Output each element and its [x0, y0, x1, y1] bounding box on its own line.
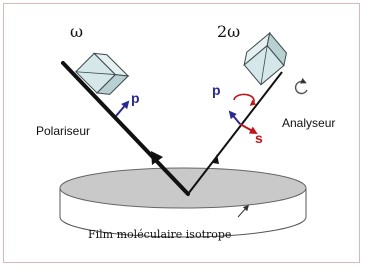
rotation-arrow-icon [234, 94, 254, 104]
p-incident-label: p [131, 90, 140, 106]
analyzer-prism-icon [239, 33, 291, 85]
analyzer-rotation-icon [296, 81, 307, 93]
p-reflected-label: p [212, 82, 221, 98]
p-incident-arrow [116, 102, 128, 116]
polarizer-prism-icon [76, 48, 128, 100]
analyseur-label: Analyseur [282, 116, 336, 130]
s-reflected-label: s [255, 130, 263, 146]
film-disk [60, 168, 306, 237]
s-reflected-arrow [240, 124, 256, 133]
omega-label: ω [70, 22, 84, 41]
film-label: Film moléculaire isotrope [88, 228, 232, 241]
polariseur-label: Polariseur [36, 124, 91, 138]
two-omega-label: 2ω [217, 22, 241, 41]
p-reflected-arrow [230, 112, 240, 124]
